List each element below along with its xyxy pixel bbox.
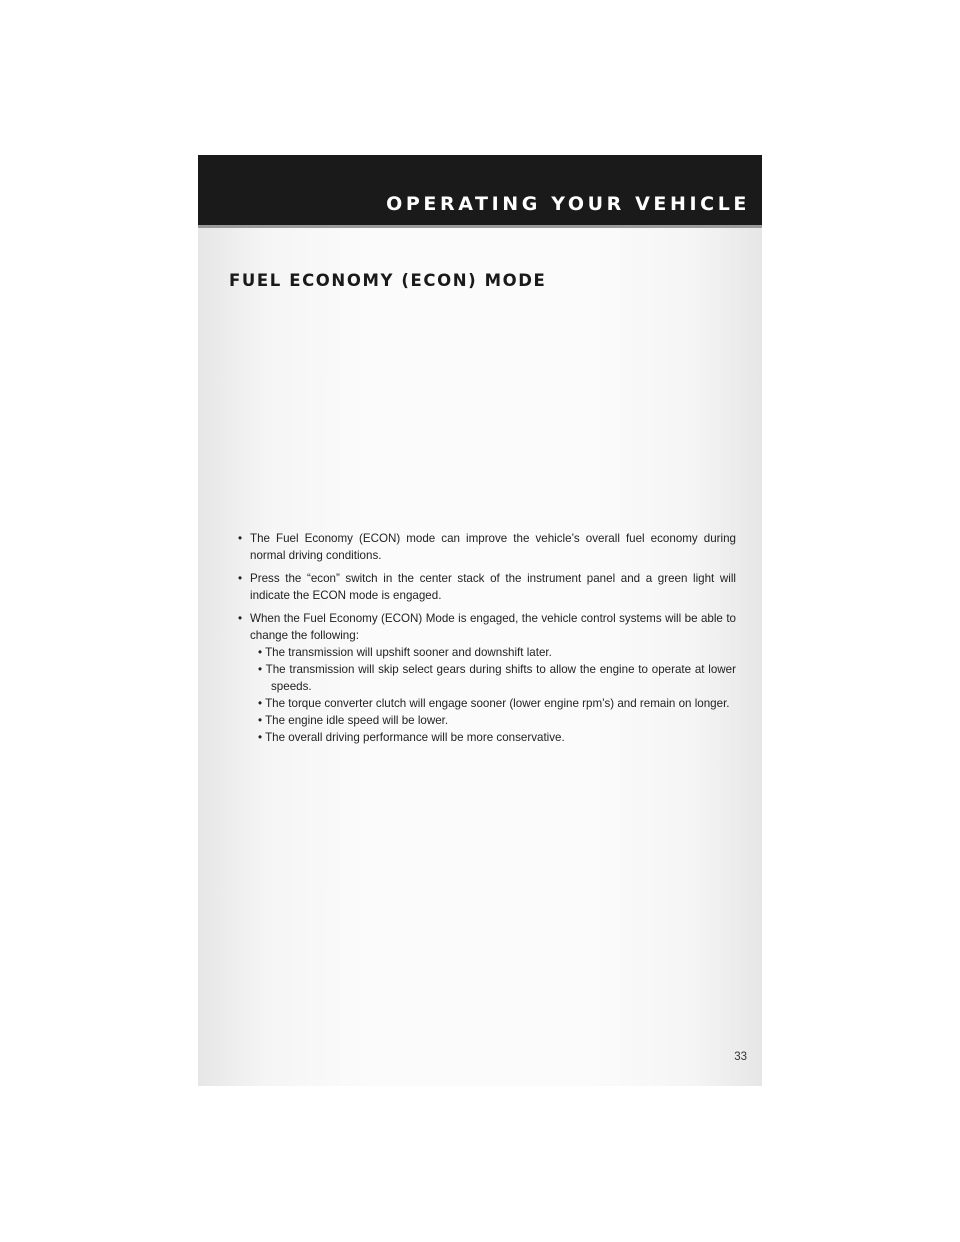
bullet-item — [229, 610, 736, 746]
bullet-item — [229, 530, 736, 564]
sub-list-item: • The overall driving performance will be more conservative. — [258, 731, 565, 744]
page-number: 33 — [734, 1051, 747, 1063]
sub-list — [250, 644, 736, 746]
bullet-text: Press the “econ” switch in the center stack of the instrument panel and a green light will indicate the ECON mode is engaged. — [250, 572, 736, 602]
sub-list-item: • The torque converter clutch will engage sooner (lower engine rpm’s) and remain on longer. — [258, 697, 730, 710]
sub-list-item: • The transmission will skip select gears during shifts to allow the engine to operate at lower speeds. — [258, 663, 736, 693]
header-divider — [198, 225, 762, 228]
bullet-text: When the Fuel Economy (ECON) Mode is engaged, the vehicle control systems will be able to change the following: — [250, 612, 736, 642]
bullet-mark: • — [238, 612, 243, 625]
bullet-mark: • — [238, 532, 243, 545]
chapter-title: OPERATING YOUR VEHICLE — [386, 193, 750, 215]
bullet-text: The Fuel Economy (ECON) mode can improve the vehicle’s overall fuel economy during normal driving conditions. — [250, 532, 736, 562]
bullet-mark: • — [238, 572, 243, 585]
sub-list-item: • The transmission will upshift sooner and downshift later. — [258, 646, 552, 659]
section-title: FUEL ECONOMY (ECON) MODE — [229, 271, 547, 290]
bullet-item — [229, 570, 736, 604]
content-body — [229, 530, 736, 752]
sub-list-item: • The engine idle speed will be lower. — [258, 714, 449, 727]
